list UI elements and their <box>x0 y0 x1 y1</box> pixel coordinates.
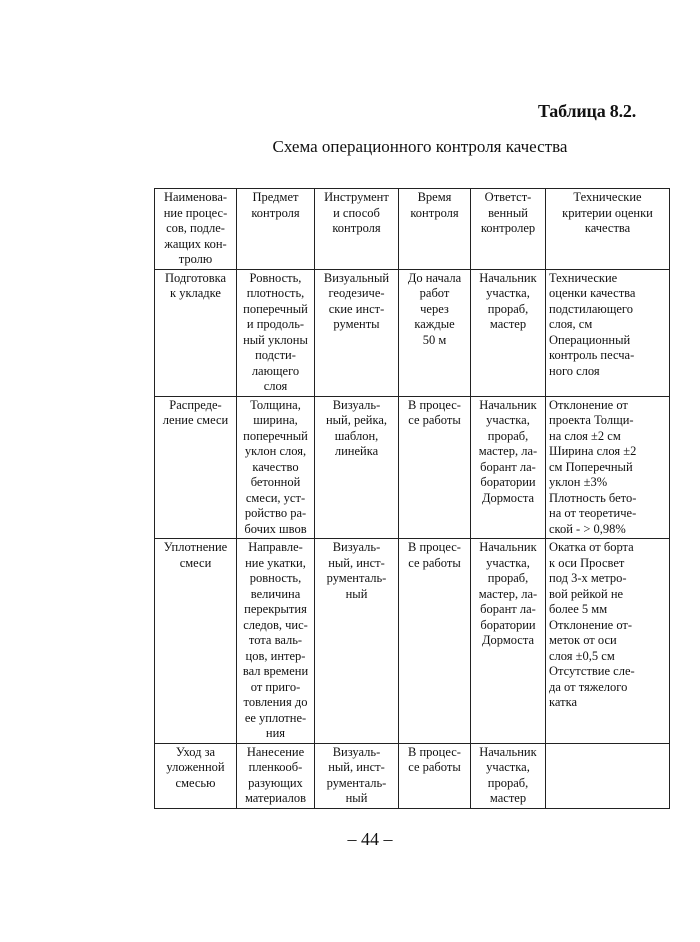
cell-responsible: Начальник участка, прораб, мастер, ла- борант ла- боратории Дормоста <box>471 539 546 744</box>
cell-process: Распреде- ление смеси <box>155 396 237 539</box>
table-row <box>155 269 670 396</box>
cell-instrument: Визуаль- ный, инст- рументаль- ный <box>315 539 399 744</box>
header-responsible: Ответст- венный контролер <box>471 189 546 270</box>
page-number: – 44 – <box>347 829 393 849</box>
cell-process: Подготовка к укладке <box>155 269 237 396</box>
table-row <box>155 743 670 808</box>
header-process: Наименова- ние процес- сов, подле- жащих кон- тролю <box>155 189 237 270</box>
cell-instrument: Визуаль- ный, инст- рументаль- ный <box>315 743 399 808</box>
header-criteria: Технические критерии оценки качества <box>546 189 670 270</box>
cell-time: До начала работ через каждые 50 м <box>399 269 471 396</box>
cell-responsible: Начальник участка, прораб, мастер <box>471 743 546 808</box>
cell-criteria: Отклонение от проекта Толщи- на слоя ±2 см Ширина слоя ±2 см Поперечный уклон ±3% Плотность бето- на от теоретиче- ской - > 0,98% <box>546 396 670 539</box>
cell-subject: Нанесение пленкооб- разующих материалов <box>237 743 315 808</box>
cell-instrument: Визуальный геодезиче- ские инст- рументы <box>315 269 399 396</box>
cell-responsible: Начальник участка, прораб, мастер <box>471 269 546 396</box>
header-time: Время контроля <box>399 189 471 270</box>
quality-control-table <box>154 188 670 809</box>
cell-time: В процес- се работы <box>399 743 471 808</box>
table-row <box>155 396 670 539</box>
cell-process: Уход за уложенной смесью <box>155 743 237 808</box>
cell-process: Уплотнение смеси <box>155 539 237 744</box>
cell-responsible: Начальник участка, прораб, мастер, ла- борант ла- боратории Дормоста <box>471 396 546 539</box>
cell-subject: Направле- ние укатки, ровность, величина перекрытия следов, чис- тота валь- цов, интер- вал времени от приго- товления до ее уплотне- ния <box>237 539 315 744</box>
cell-time: В процес- се работы <box>399 539 471 744</box>
header-subject: Предмет контроля <box>237 189 315 270</box>
cell-criteria: Окатка от борта к оси Просвет под 3-х метро- вой рейкой не более 5 мм Отклонение от- меток от оси слоя ±0,5 см Отсутствие сле- да от тяжелого катка <box>546 539 670 744</box>
cell-criteria <box>546 743 670 808</box>
table-header-row <box>155 189 670 270</box>
cell-criteria: Технические оценки качества подстилающего слоя, см Операционный контроль песча- ного слоя <box>546 269 670 396</box>
table-row <box>155 539 670 744</box>
table-number: Таблица 8.2. <box>537 101 636 121</box>
cell-time: В процес- се работы <box>399 396 471 539</box>
cell-subject: Толщина, ширина, поперечный уклон слоя, качество бетонной смеси, уст- ройство ра- бочих швов <box>237 396 315 539</box>
header-instrument: Инструмент и способ контроля <box>315 189 399 270</box>
cell-subject: Ровность, плотность, поперечный и продоль- ный уклоны подсти- лающего слоя <box>237 269 315 396</box>
table-title: Схема операционного контроля качества <box>272 137 568 156</box>
cell-instrument: Визуаль- ный, рейка, шаблон, линейка <box>315 396 399 539</box>
